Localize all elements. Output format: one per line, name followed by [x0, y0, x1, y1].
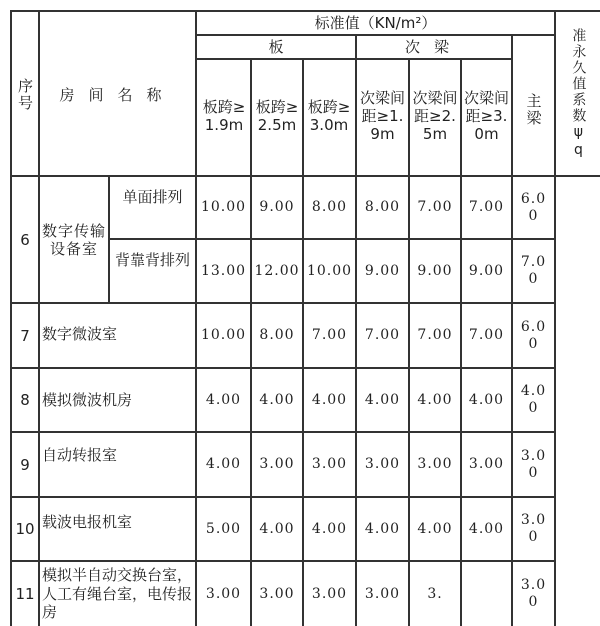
header-secondary-spacing-1: 次梁间距≥1.9m — [359, 89, 405, 143]
value-cell: 3.00 — [417, 456, 453, 473]
value-cell: 9.00 — [468, 262, 505, 279]
row-room-name: 模拟半自动交换台室，人工有绳台室，电传报房 — [42, 565, 193, 622]
value-cell: 7.00 — [468, 327, 505, 344]
header-room-name: 房间名称 — [59, 86, 176, 104]
value-cell: 4.00 — [364, 391, 401, 408]
value-cell: 5.00 — [205, 520, 242, 537]
header-slab-span-3: 板跨≥3.0m — [307, 98, 351, 134]
value-cell: 3.00 — [520, 577, 547, 610]
value-cell: 8.00 — [311, 199, 348, 216]
row-sub-name: 单面排列 — [122, 188, 183, 206]
value-cell: 4.00 — [468, 520, 505, 537]
row-seq: 11 — [15, 585, 35, 603]
value-cell: 12.00 — [254, 262, 300, 279]
row-seq: 8 — [20, 391, 30, 409]
value-cell: 9.00 — [417, 262, 453, 279]
value-cell: 3.00 — [205, 585, 242, 602]
row-room-name: 载波电报机室 — [42, 513, 133, 531]
value-cell: 4.00 — [259, 391, 295, 408]
value-cell: 7.00 — [520, 254, 547, 287]
value-cell: 8.00 — [259, 327, 295, 344]
row-room-name: 自动转报室 — [42, 446, 118, 464]
value-cell: 3.00 — [520, 447, 547, 481]
header-quasi-permanent-coefficient: 准永久值系数ψq — [570, 28, 587, 160]
header-slab-span-1: 板跨≥1.9m — [202, 98, 246, 134]
value-cell: 8.00 — [364, 199, 401, 216]
value-cell: 7.00 — [468, 199, 505, 216]
value-cell: 6.00 — [520, 318, 547, 352]
value-cell: 9.00 — [259, 199, 295, 216]
value-cell: 4.00 — [520, 383, 547, 416]
value-cell: 3.00 — [364, 456, 401, 473]
value-cell: 4.00 — [311, 391, 348, 408]
value-cell: 7.00 — [417, 199, 453, 216]
value-cell: 10.00 — [200, 199, 247, 216]
value-cell: 7.00 — [311, 327, 348, 344]
value-cell: 3.00 — [311, 456, 348, 473]
header-secondary-spacing-2: 次梁间距≥2.5m — [412, 89, 458, 143]
value-cell: 13.00 — [200, 262, 247, 279]
value-cell: 4.00 — [205, 456, 242, 473]
value-cell: 4.00 — [364, 520, 401, 537]
header-divider-2 — [195, 58, 511, 60]
value-cell: 3.00 — [520, 512, 547, 545]
value-cell: 3.00 — [259, 585, 295, 602]
header-seq: 序号 — [16, 78, 34, 112]
header-secondary-beam: 次梁 — [404, 38, 463, 56]
row-seq: 6 — [20, 230, 30, 249]
value-cell: 4.00 — [205, 391, 242, 408]
row-seq: 10 — [15, 520, 35, 538]
value-cell: 3.00 — [364, 585, 401, 602]
value-cell: 10.00 — [306, 262, 353, 279]
header-secondary-spacing-3: 次梁间距≥3.0m — [464, 89, 510, 143]
value-cell: 10.00 — [200, 327, 247, 344]
value-cell: 3.00 — [259, 456, 295, 473]
row-room-name: 模拟微波机房 — [42, 391, 133, 409]
header-slab-span-2: 板跨≥2.5m — [255, 98, 299, 134]
row-room-name: 数字传输设备室 — [41, 221, 106, 258]
row-room-name: 数字微波室 — [42, 325, 118, 343]
value-cell: 3. — [427, 585, 443, 602]
header-slab: 板 — [268, 38, 284, 56]
header-main-beam: 主梁 — [524, 93, 543, 127]
value-cell: 4.00 — [468, 391, 505, 408]
value-cell: 9.00 — [364, 262, 401, 279]
value-cell: 4.00 — [311, 520, 348, 537]
row-seq: 9 — [20, 455, 30, 474]
row-sub-name: 背靠背排列 — [114, 251, 190, 269]
value-cell — [462, 562, 511, 626]
value-cell: 4.00 — [417, 391, 453, 408]
value-cell: 7.00 — [364, 327, 401, 344]
header-standard-value: 标准值（KN/m²） — [314, 14, 437, 32]
value-cell: 6.00 — [520, 190, 547, 224]
row-seq: 7 — [20, 326, 30, 345]
value-cell: 4.00 — [417, 520, 453, 537]
value-cell: 7.00 — [417, 327, 453, 344]
value-cell: 4.00 — [259, 520, 295, 537]
value-cell: 3.00 — [311, 585, 348, 602]
value-cell: 3.00 — [468, 456, 505, 473]
